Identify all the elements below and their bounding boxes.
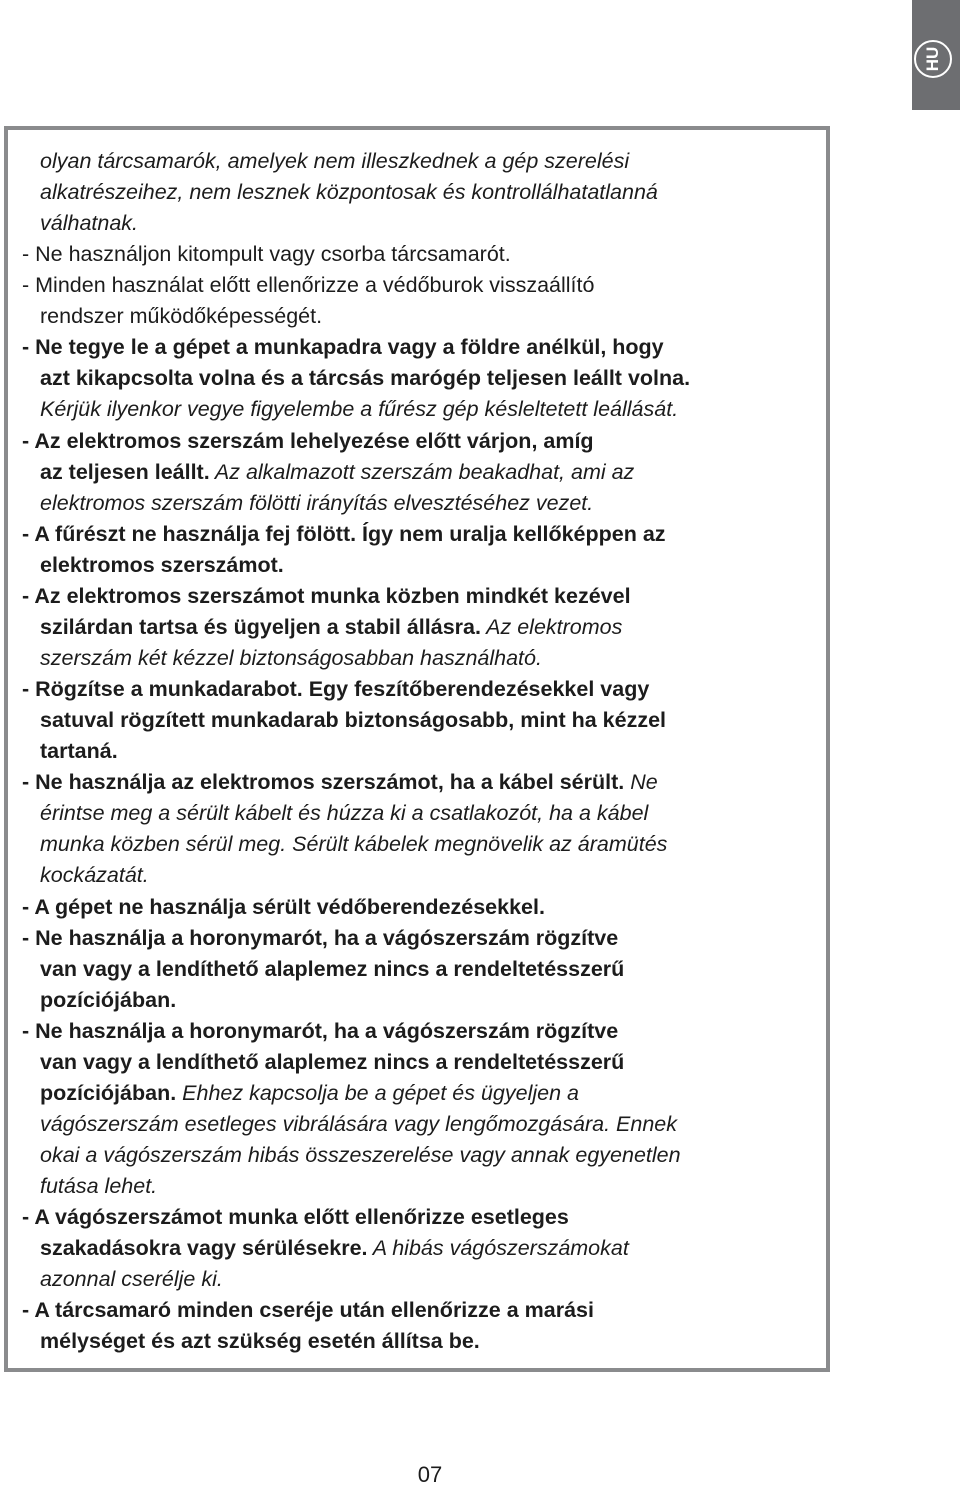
text-line: okai a vágószerszám hibás összeszerelése vagy annak egyenetlen [40, 1143, 681, 1167]
text-line: - Ne használja a horonymarót, ha a vágószerszám rögzítve [22, 1019, 619, 1043]
text-line: - Minden használat előtt ellenőrizze a védőburok visszaállító [22, 273, 595, 297]
text-line: szerszám két kézzel biztonságosabban használható. [40, 646, 542, 670]
text-line: - A tárcsamaró minden cseréje után ellenőrizze a marási [22, 1298, 594, 1322]
text-line: futása lehet. [40, 1174, 158, 1198]
text-line: válhatnak. [40, 211, 139, 235]
language-code-badge: HU [914, 40, 952, 78]
text-line: munka közben sérül meg. Sérült kábelek megnövelik az áramütés [40, 832, 668, 856]
text-line: elektromos szerszámot. [40, 553, 284, 577]
text-line: érintse meg a sérült kábelt és húzza ki a csatlakozót, ha a kábel [40, 801, 649, 825]
text-line: vágószerszám esetleges vibrálására vagy lengőmozgására. Ennek [40, 1112, 677, 1136]
text-line: - A fűrészt ne használja fej fölött. Így nem uralja kellőképpen az [22, 522, 666, 546]
text-line: - Ne használjon kitompult vagy csorba tárcsamarót. [22, 242, 511, 266]
text-line: rendszer működőképességét. [40, 304, 323, 328]
page-number: 07 [417, 1462, 443, 1487]
text-line: - Rögzítse a munkadarabot. Egy feszítőberendezésekkel vagy [22, 677, 650, 701]
text-line: Kérjük ilyenkor vegye figyelembe a fűrész gép késleltetett leállását. [40, 397, 679, 421]
text-line: azonnal cserélje ki. [40, 1267, 223, 1291]
text-line: - Az elektromos szerszámot munka közben mindkét kezével [22, 584, 631, 608]
text-line: szilárdan tartsa és ügyeljen a stabil állásra. Az elektromos [40, 615, 623, 639]
text-line: satuval rögzített munkadarab biztonságosabb, mint ha kézzel [40, 708, 667, 732]
text-line: - A vágószerszámot munka előtt ellenőrizze esetleges [22, 1205, 569, 1229]
text-line: azt kikapcsolta volna és a tárcsás marógép teljesen leállt volna. [40, 366, 691, 390]
text-line: mélységet és azt szükség esetén állítsa be. [40, 1329, 480, 1353]
text-line: tartaná. [40, 739, 118, 763]
text-line: szakadásokra vagy sérülésekre. A hibás vágószerszámokat [40, 1236, 629, 1260]
text-line: van vagy a lendíthető alaplemez nincs a rendeltetésszerű [40, 957, 625, 981]
text-line: pozíciójában. [40, 988, 177, 1012]
text-line: alkatrészeihez, nem lesznek központosak és kontrollálhatatlanná [40, 180, 658, 204]
text-line: van vagy a lendíthető alaplemez nincs a rendeltetésszerű [40, 1050, 625, 1074]
text-line: olyan tárcsamarók, amelyek nem illeszkednek a gép szerelési [40, 149, 630, 173]
text-line: pozíciójában. Ehhez kapcsolja be a gépet és ügyeljen a [40, 1081, 579, 1105]
text-line: - Ne használja az elektromos szerszámot, ha a kábel sérült. Ne [22, 770, 658, 794]
text-line: - Ne használja a horonymarót, ha a vágószerszám rögzítve [22, 926, 619, 950]
text-line: - Az elektromos szerszám lehelyezése előtt várjon, amíg [22, 429, 594, 453]
text-line: az teljesen leállt. Az alkalmazott szerszám beakadhat, ami az [40, 460, 635, 484]
text-line: - A gépet ne használja sérült védőberendezésekkel. [22, 895, 545, 919]
text-line: - Ne tegye le a gépet a munkapadra vagy a földre anélkül, hogy [22, 335, 664, 359]
text-line: kockázatát. [40, 863, 149, 887]
text-line: elektromos szerszám fölötti irányítás elvesztéséhez vezet. [40, 491, 594, 515]
